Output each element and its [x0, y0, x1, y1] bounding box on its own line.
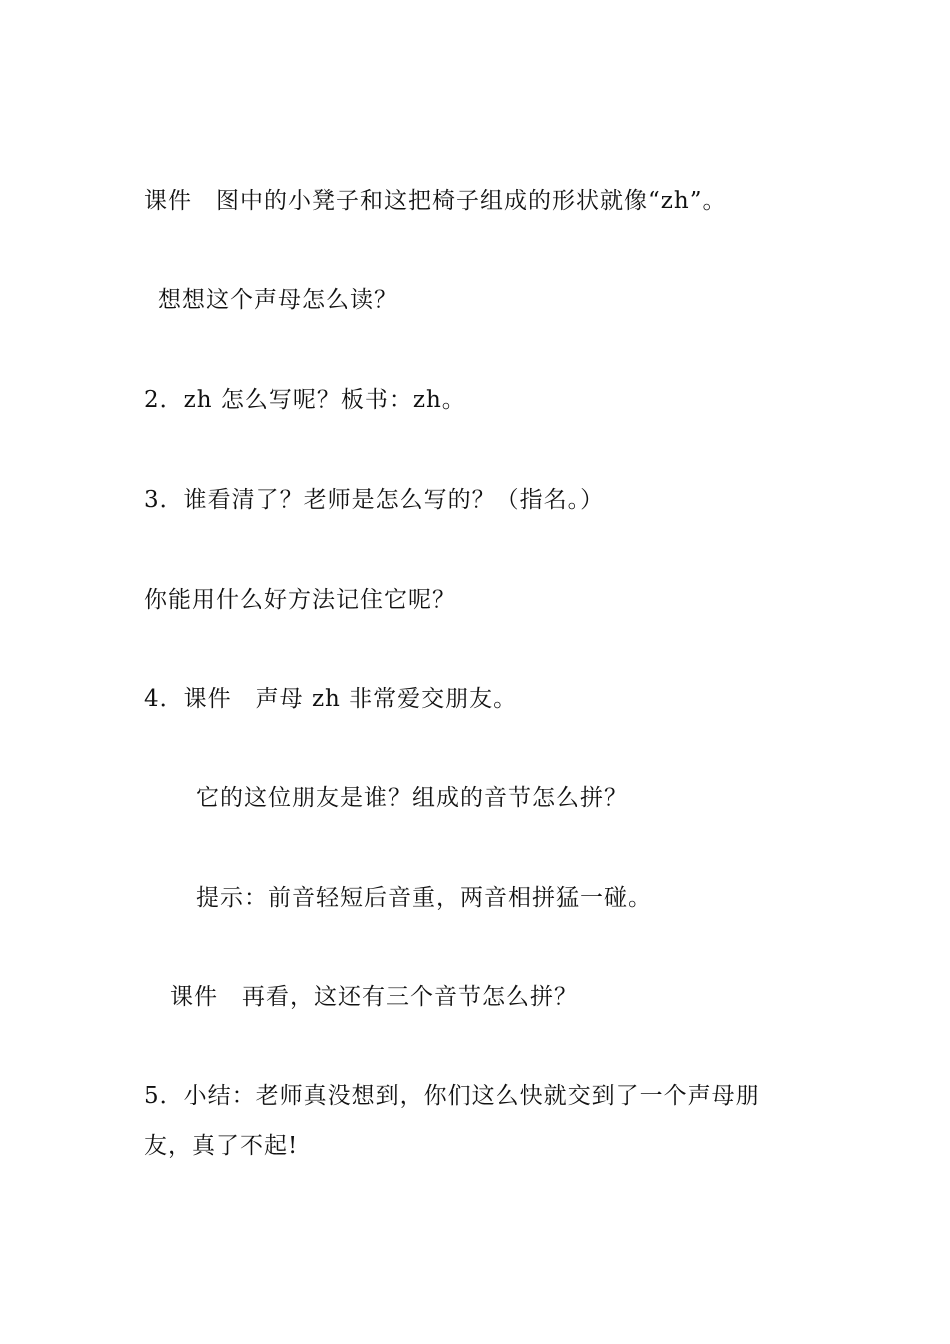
paragraph-line: 4．课件 声母 zh 非常爱交朋友。	[144, 686, 518, 712]
paragraph-line: 你能用什么好方法记住它呢？	[144, 587, 456, 613]
paragraph-line: 课件 再看，这还有三个音节怎么拼？	[170, 984, 578, 1010]
paragraph-line: 提示：前音轻短后音重，两音相拼猛一碰。	[196, 885, 652, 911]
paragraph-line: 它的这位朋友是谁？组成的音节怎么拼？	[196, 785, 628, 811]
paragraph-line: 2．zh 怎么写呢？板书：zh。	[144, 387, 466, 413]
paragraph-line: 想想这个声母怎么读？	[158, 287, 398, 313]
paragraph-line: 课件 图中的小凳子和这把椅子组成的形状就像“zh”。	[144, 188, 727, 214]
paragraph-line: 友，真了不起!	[144, 1133, 299, 1159]
paragraph-line: 3．谁看清了？老师是怎么写的？（指名。）	[144, 487, 605, 513]
paragraph-line: 5．小结：老师真没想到，你们这么快就交到了一个声母朋	[144, 1083, 760, 1109]
